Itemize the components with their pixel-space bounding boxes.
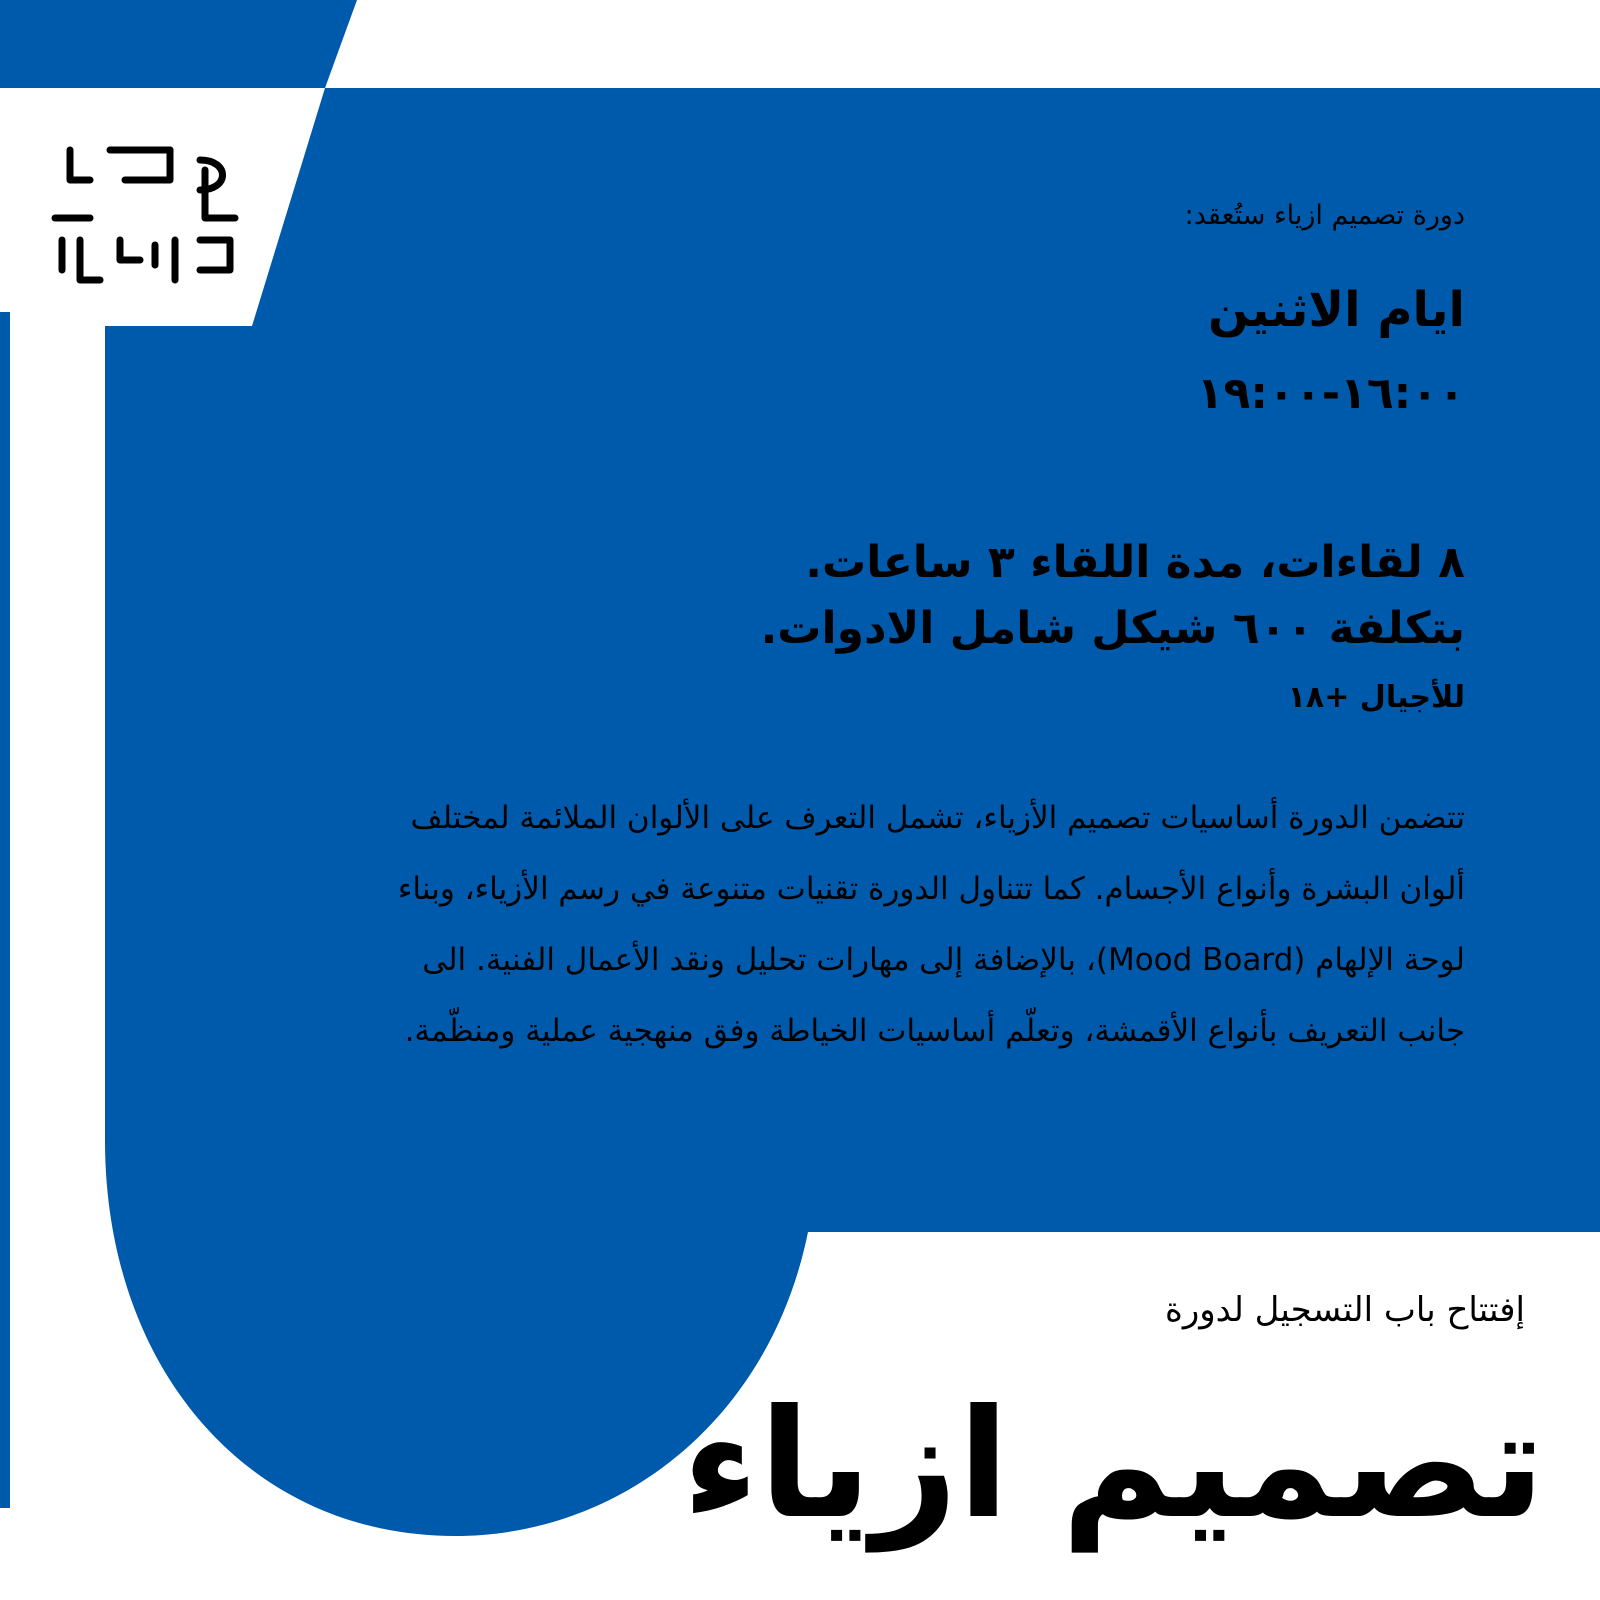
description-line: ألوان البشرة وأنواع الأجسام. كما تتناول الدورة تقنيات متنوعة في رسم الأزياء، وبناء [397,871,1465,907]
cost-text: بتكلفة ٦٠٠ شيكل شامل الادوات. [760,603,1465,654]
course-description [265,783,1465,1067]
course-intro: دورة تصميم ازياء ستُعقد: [1184,200,1465,231]
logo-icon [40,120,240,290]
course-days: ايام الاثنين [1208,282,1465,338]
description-line: تتضمن الدورة أساسيات تصميم الأزياء، تشمل التعرف على الألوان الملائمة لمختلف [410,800,1465,836]
sessions-text: ٨ لقاءات، مدة اللقاء ٣ ساعات. [805,537,1465,588]
age-requirement: للأجيال +١٨ [1287,680,1465,715]
top-left-blue-band [0,0,357,88]
left-blue-stripe [0,312,10,1508]
description-line: لوحة الإلهام (Mood Board)، بالإضافة إلى مهارات تحليل ونقد الأعمال الفنية. الى [422,942,1465,978]
description-line: جانب التعريف بأنواع الأقمشة، وتعلّم أساسيات الخياطة وفق منهجية عملية ومنظّمة. [404,1013,1465,1049]
headline-title: تصميم ازياء [682,1378,1545,1552]
registration-opening: إفتتاح باب التسجيل لدورة [1165,1290,1525,1330]
course-time: ١٦:٠٠-١٩:٠٠ [1196,368,1465,419]
course-details [761,530,1465,662]
